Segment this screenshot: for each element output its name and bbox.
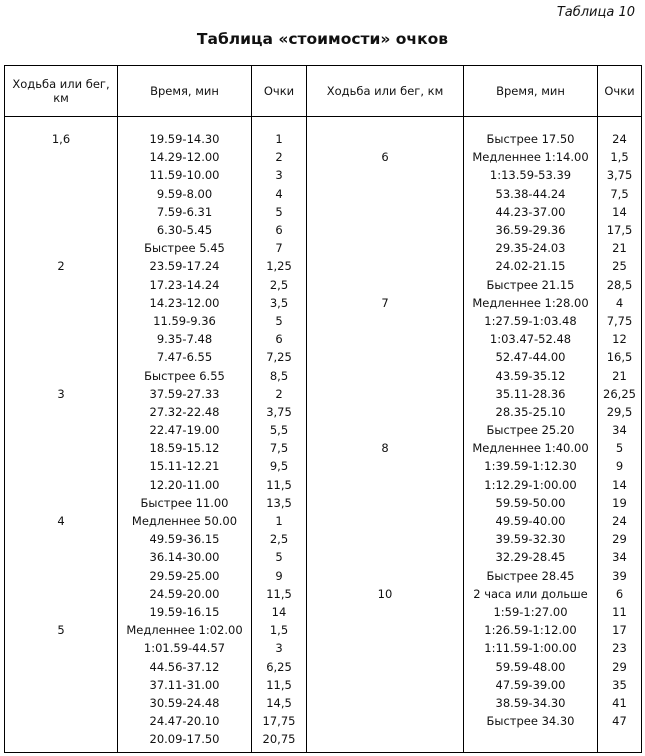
cell-time-left: 19.59-16.15 — [118, 603, 252, 621]
cell-distance-left — [5, 239, 118, 257]
cell-points-right: 19 — [598, 494, 642, 512]
cell-distance-right: 10 — [307, 585, 464, 603]
cell-distance-left — [5, 548, 118, 566]
cell-time-right: 1:59-1:27.00 — [464, 603, 598, 621]
cell-time-right: 44.23-37.00 — [464, 203, 598, 221]
cell-time-right: Быстрее 17.50 — [464, 130, 598, 148]
cell-time-left: 14.23-12.00 — [118, 294, 252, 312]
cell-points-right: 34 — [598, 421, 642, 439]
cell-distance-left: 4 — [5, 512, 118, 530]
cell-time-right: 1:03.47-52.48 — [464, 330, 598, 348]
cell-distance-right — [307, 239, 464, 257]
cell-time-right: Быстрее 28.45 — [464, 567, 598, 585]
cell-time-right: 1:11.59-1:00.00 — [464, 639, 598, 657]
cell-points-right: 14 — [598, 476, 642, 494]
cell-distance-left — [5, 657, 118, 675]
header-points-left: Очки — [252, 66, 307, 117]
cell-distance-right: 6 — [307, 148, 464, 166]
cell-distance-left — [5, 639, 118, 657]
cell-points-right: 17 — [598, 621, 642, 639]
page-title: Таблица «стоимости» очков — [196, 30, 449, 48]
cell-points-left: 17,75 — [252, 712, 307, 730]
cell-distance-left — [5, 476, 118, 494]
cell-time-left: 9.35-7.48 — [118, 330, 252, 348]
cell-points-left: 3,75 — [252, 403, 307, 421]
cell-points-left: 9 — [252, 567, 307, 585]
cell-time-right: 36.59-29.36 — [464, 221, 598, 239]
cell-time-left: 24.47-20.10 — [118, 712, 252, 730]
cell-time-right: 49.59-40.00 — [464, 512, 598, 530]
cell-distance-right — [307, 530, 464, 548]
cell-points-right: 3,75 — [598, 166, 642, 184]
cell-points-left: 4 — [252, 185, 307, 203]
cell-time-left: 23.59-17.24 — [118, 257, 252, 275]
cell-time-right: Быстрее 34.30 — [464, 712, 598, 730]
cell-points-right: 9 — [598, 457, 642, 475]
cell-points-left: 5 — [252, 548, 307, 566]
cell-distance-left — [5, 694, 118, 712]
cell-distance-left — [5, 403, 118, 421]
cell-distance-left — [5, 148, 118, 166]
cell-time-right: Быстрее 21.15 — [464, 276, 598, 294]
cell-points-left: 1 — [252, 130, 307, 148]
table-row — [5, 366, 642, 384]
cell-points-right: 29 — [598, 657, 642, 675]
cell-time-right: 52.47-44.00 — [464, 348, 598, 366]
cell-points-left: 7,5 — [252, 439, 307, 457]
table-row — [5, 712, 642, 730]
cell-time-left: 15.11-12.21 — [118, 457, 252, 475]
cell-points-right: 16,5 — [598, 348, 642, 366]
cell-time-left: Быстрее 6.55 — [118, 366, 252, 384]
cell-time-left: 29.59-25.00 — [118, 567, 252, 585]
cell-points-left: 7 — [252, 239, 307, 257]
cell-time-right: 1:27.59-1:03.48 — [464, 312, 598, 330]
cell-points-left: 5,5 — [252, 421, 307, 439]
cell-time-right: 47.59-39.00 — [464, 676, 598, 694]
table-row — [5, 385, 642, 403]
table-row — [5, 185, 642, 203]
cell-distance-right — [307, 512, 464, 530]
cell-time-right: 1:26.59-1:12.00 — [464, 621, 598, 639]
cell-points-left: 9,5 — [252, 457, 307, 475]
table-row — [5, 312, 642, 330]
table-row — [5, 439, 642, 457]
cell-time-right: 1:39.59-1:12.30 — [464, 457, 598, 475]
cell-time-right: 24.02-21.15 — [464, 257, 598, 275]
cell-distance-left — [5, 312, 118, 330]
cell-points-left: 11,5 — [252, 585, 307, 603]
cell-points-left: 7,25 — [252, 348, 307, 366]
cell-points-left: 6,25 — [252, 657, 307, 675]
cell-time-right: 39.59-32.30 — [464, 530, 598, 548]
table-row — [5, 257, 642, 275]
cell-points-left: 1,5 — [252, 621, 307, 639]
table-row — [5, 730, 642, 748]
cell-points-right: 41 — [598, 694, 642, 712]
cell-time-left: 1:01.59-44.57 — [118, 639, 252, 657]
header-time-right: Время, мин — [464, 66, 598, 117]
cell-points-right: 25 — [598, 257, 642, 275]
cell-time-left: 19.59-14.30 — [118, 130, 252, 148]
table-row — [5, 421, 642, 439]
cell-time-left: 20.09-17.50 — [118, 730, 252, 748]
cell-distance-right — [307, 130, 464, 148]
cell-points-right: 5 — [598, 439, 642, 457]
cell-distance-right — [307, 567, 464, 585]
cell-time-left: 18.59-15.12 — [118, 439, 252, 457]
cell-points-right: 28,5 — [598, 276, 642, 294]
cell-points-left: 3 — [252, 639, 307, 657]
cell-time-left: 14.29-12.00 — [118, 148, 252, 166]
cell-points-right: 29,5 — [598, 403, 642, 421]
cell-points-right: 34 — [598, 548, 642, 566]
cell-time-right: 43.59-35.12 — [464, 366, 598, 384]
table-row — [5, 148, 642, 166]
cell-distance-left — [5, 166, 118, 184]
cell-time-right: 59.59-50.00 — [464, 494, 598, 512]
cell-points-left: 6 — [252, 330, 307, 348]
cell-time-right: 1:12.29-1:00.00 — [464, 476, 598, 494]
points-table — [4, 65, 642, 753]
table-row — [5, 276, 642, 294]
cell-points-right: 14 — [598, 203, 642, 221]
cell-points-left: 1 — [252, 512, 307, 530]
cell-points-right: 21 — [598, 239, 642, 257]
table-row — [5, 403, 642, 421]
cell-time-left: 22.47-19.00 — [118, 421, 252, 439]
cell-distance-right — [307, 712, 464, 730]
cell-points-right: 47 — [598, 712, 642, 730]
cell-time-left: Медленнее 1:02.00 — [118, 621, 252, 639]
cell-distance-left — [5, 439, 118, 457]
cell-points-left: 2,5 — [252, 276, 307, 294]
table-row — [5, 166, 642, 184]
cell-distance-right — [307, 403, 464, 421]
cell-time-left: 37.59-27.33 — [118, 385, 252, 403]
header-distance-left: Ходьба или бег, км — [5, 66, 118, 117]
cell-distance-right — [307, 366, 464, 384]
cell-points-left: 2,5 — [252, 530, 307, 548]
cell-distance-right — [307, 476, 464, 494]
cell-time-right: 59.59-48.00 — [464, 657, 598, 675]
cell-distance-right — [307, 548, 464, 566]
cell-points-left: 20,75 — [252, 730, 307, 748]
table-row — [5, 676, 642, 694]
cell-distance-left: 2 — [5, 257, 118, 275]
cell-time-right: Быстрее 25.20 — [464, 421, 598, 439]
cell-time-right: 2 часа или дольше — [464, 585, 598, 603]
cell-distance-right — [307, 730, 464, 748]
cell-distance-right — [307, 421, 464, 439]
cell-distance-right — [307, 657, 464, 675]
cell-time-left: 9.59-8.00 — [118, 185, 252, 203]
cell-points-right: 12 — [598, 330, 642, 348]
cell-time-left: 17.23-14.24 — [118, 276, 252, 294]
cell-points-left: 2 — [252, 385, 307, 403]
cell-distance-left — [5, 730, 118, 748]
cell-distance-left — [5, 457, 118, 475]
table-row — [5, 130, 642, 148]
cell-points-left: 6 — [252, 221, 307, 239]
cell-points-right: 7,75 — [598, 312, 642, 330]
table-row — [5, 348, 642, 366]
table-row — [5, 494, 642, 512]
cell-time-left: 30.59-24.48 — [118, 694, 252, 712]
cell-time-left: 6.30-5.45 — [118, 221, 252, 239]
table-caption: Таблица 10 — [556, 5, 635, 20]
cell-points-right: 6 — [598, 585, 642, 603]
cell-distance-right — [307, 276, 464, 294]
cell-points-left: 1,25 — [252, 257, 307, 275]
cell-points-right: 24 — [598, 130, 642, 148]
cell-distance-left — [5, 348, 118, 366]
cell-points-right: 11 — [598, 603, 642, 621]
cell-distance-left — [5, 366, 118, 384]
table-row — [5, 530, 642, 548]
table-row — [5, 548, 642, 566]
cell-time-left: Быстрее 11.00 — [118, 494, 252, 512]
cell-time-right: Медленнее 1:14.00 — [464, 148, 598, 166]
cell-time-right — [464, 730, 598, 748]
cell-time-right: 38.59-34.30 — [464, 694, 598, 712]
cell-points-left: 3 — [252, 166, 307, 184]
cell-distance-left — [5, 712, 118, 730]
cell-time-left: 11.59-9.36 — [118, 312, 252, 330]
cell-distance-right — [307, 257, 464, 275]
cell-distance-left — [5, 294, 118, 312]
cell-distance-left — [5, 330, 118, 348]
cell-time-right: 32.29-28.45 — [464, 548, 598, 566]
cell-distance-left: 3 — [5, 385, 118, 403]
cell-time-right: 1:13.59-53.39 — [464, 166, 598, 184]
table-row — [5, 585, 642, 603]
cell-distance-left — [5, 676, 118, 694]
cell-distance-right — [307, 639, 464, 657]
cell-points-left: 5 — [252, 312, 307, 330]
cell-distance-right — [307, 676, 464, 694]
cell-distance-left — [5, 221, 118, 239]
cell-distance-left — [5, 530, 118, 548]
header-time-left: Время, мин — [118, 66, 252, 117]
cell-points-left: 3,5 — [252, 294, 307, 312]
cell-time-right: 35.11-28.36 — [464, 385, 598, 403]
cell-distance-right — [307, 221, 464, 239]
cell-time-left: Медленнее 50.00 — [118, 512, 252, 530]
cell-points-left: 11,5 — [252, 476, 307, 494]
cell-distance-right — [307, 185, 464, 203]
cell-points-left: 14 — [252, 603, 307, 621]
table-row — [5, 330, 642, 348]
cell-distance-right — [307, 203, 464, 221]
cell-distance-left — [5, 276, 118, 294]
cell-time-left: 37.11-31.00 — [118, 676, 252, 694]
cell-time-left: 11.59-10.00 — [118, 166, 252, 184]
table-row — [5, 621, 642, 639]
cell-distance-left — [5, 421, 118, 439]
cell-time-left: 49.59-36.15 — [118, 530, 252, 548]
cell-time-left: 36.14-30.00 — [118, 548, 252, 566]
cell-points-right: 21 — [598, 366, 642, 384]
cell-time-left: Быстрее 5.45 — [118, 239, 252, 257]
header-distance-right: Ходьба или бег, км — [307, 66, 464, 117]
cell-distance-right: 8 — [307, 439, 464, 457]
cell-points-left: 8,5 — [252, 366, 307, 384]
cell-distance-right — [307, 348, 464, 366]
table-row — [5, 512, 642, 530]
cell-time-left: 27.32-22.48 — [118, 403, 252, 421]
table-row — [5, 657, 642, 675]
cell-distance-left — [5, 203, 118, 221]
cell-distance-right — [307, 385, 464, 403]
cell-distance-right — [307, 694, 464, 712]
cell-points-right: 35 — [598, 676, 642, 694]
cell-distance-left — [5, 185, 118, 203]
cell-distance-right — [307, 621, 464, 639]
cell-time-left: 44.56-37.12 — [118, 657, 252, 675]
cell-distance-right — [307, 312, 464, 330]
cell-distance-left: 1,6 — [5, 130, 118, 148]
header-points-right: Очки — [598, 66, 642, 117]
cell-points-left: 11,5 — [252, 676, 307, 694]
cell-points-right: 24 — [598, 512, 642, 530]
cell-time-right: 29.35-24.03 — [464, 239, 598, 257]
cell-distance-right: 7 — [307, 294, 464, 312]
cell-points-left: 14,5 — [252, 694, 307, 712]
cell-points-right: 1,5 — [598, 148, 642, 166]
table-row — [5, 457, 642, 475]
table-row — [5, 221, 642, 239]
cell-points-left: 5 — [252, 203, 307, 221]
cell-distance-right — [307, 603, 464, 621]
cell-distance-left — [5, 567, 118, 585]
table-row — [5, 639, 642, 657]
cell-time-left: 7.59-6.31 — [118, 203, 252, 221]
cell-distance-right — [307, 166, 464, 184]
cell-time-right: 53.38-44.24 — [464, 185, 598, 203]
cell-distance-left — [5, 603, 118, 621]
cell-distance-right — [307, 330, 464, 348]
cell-time-right: Медленнее 1:40.00 — [464, 439, 598, 457]
cell-points-right: 26,25 — [598, 385, 642, 403]
table-row — [5, 694, 642, 712]
cell-time-left: 24.59-20.00 — [118, 585, 252, 603]
cell-points-right — [598, 730, 642, 748]
cell-points-right: 17,5 — [598, 221, 642, 239]
cell-distance-right — [307, 457, 464, 475]
cell-points-right: 4 — [598, 294, 642, 312]
table-row — [5, 567, 642, 585]
cell-time-right: Медленнее 1:28.00 — [464, 294, 598, 312]
header-row — [5, 66, 642, 117]
cell-distance-left: 5 — [5, 621, 118, 639]
cell-points-right: 29 — [598, 530, 642, 548]
cell-time-right: 28.35-25.10 — [464, 403, 598, 421]
cell-time-left: 12.20-11.00 — [118, 476, 252, 494]
table-row — [5, 203, 642, 221]
cell-points-right: 39 — [598, 567, 642, 585]
table-row — [5, 476, 642, 494]
cell-distance-left — [5, 585, 118, 603]
cell-points-left: 2 — [252, 148, 307, 166]
cell-points-right: 23 — [598, 639, 642, 657]
table-row — [5, 239, 642, 257]
cell-points-left: 13,5 — [252, 494, 307, 512]
cell-time-left: 7.47-6.55 — [118, 348, 252, 366]
cell-distance-left — [5, 494, 118, 512]
cell-points-right: 7,5 — [598, 185, 642, 203]
table-row — [5, 294, 642, 312]
cell-distance-right — [307, 494, 464, 512]
table-row — [5, 603, 642, 621]
